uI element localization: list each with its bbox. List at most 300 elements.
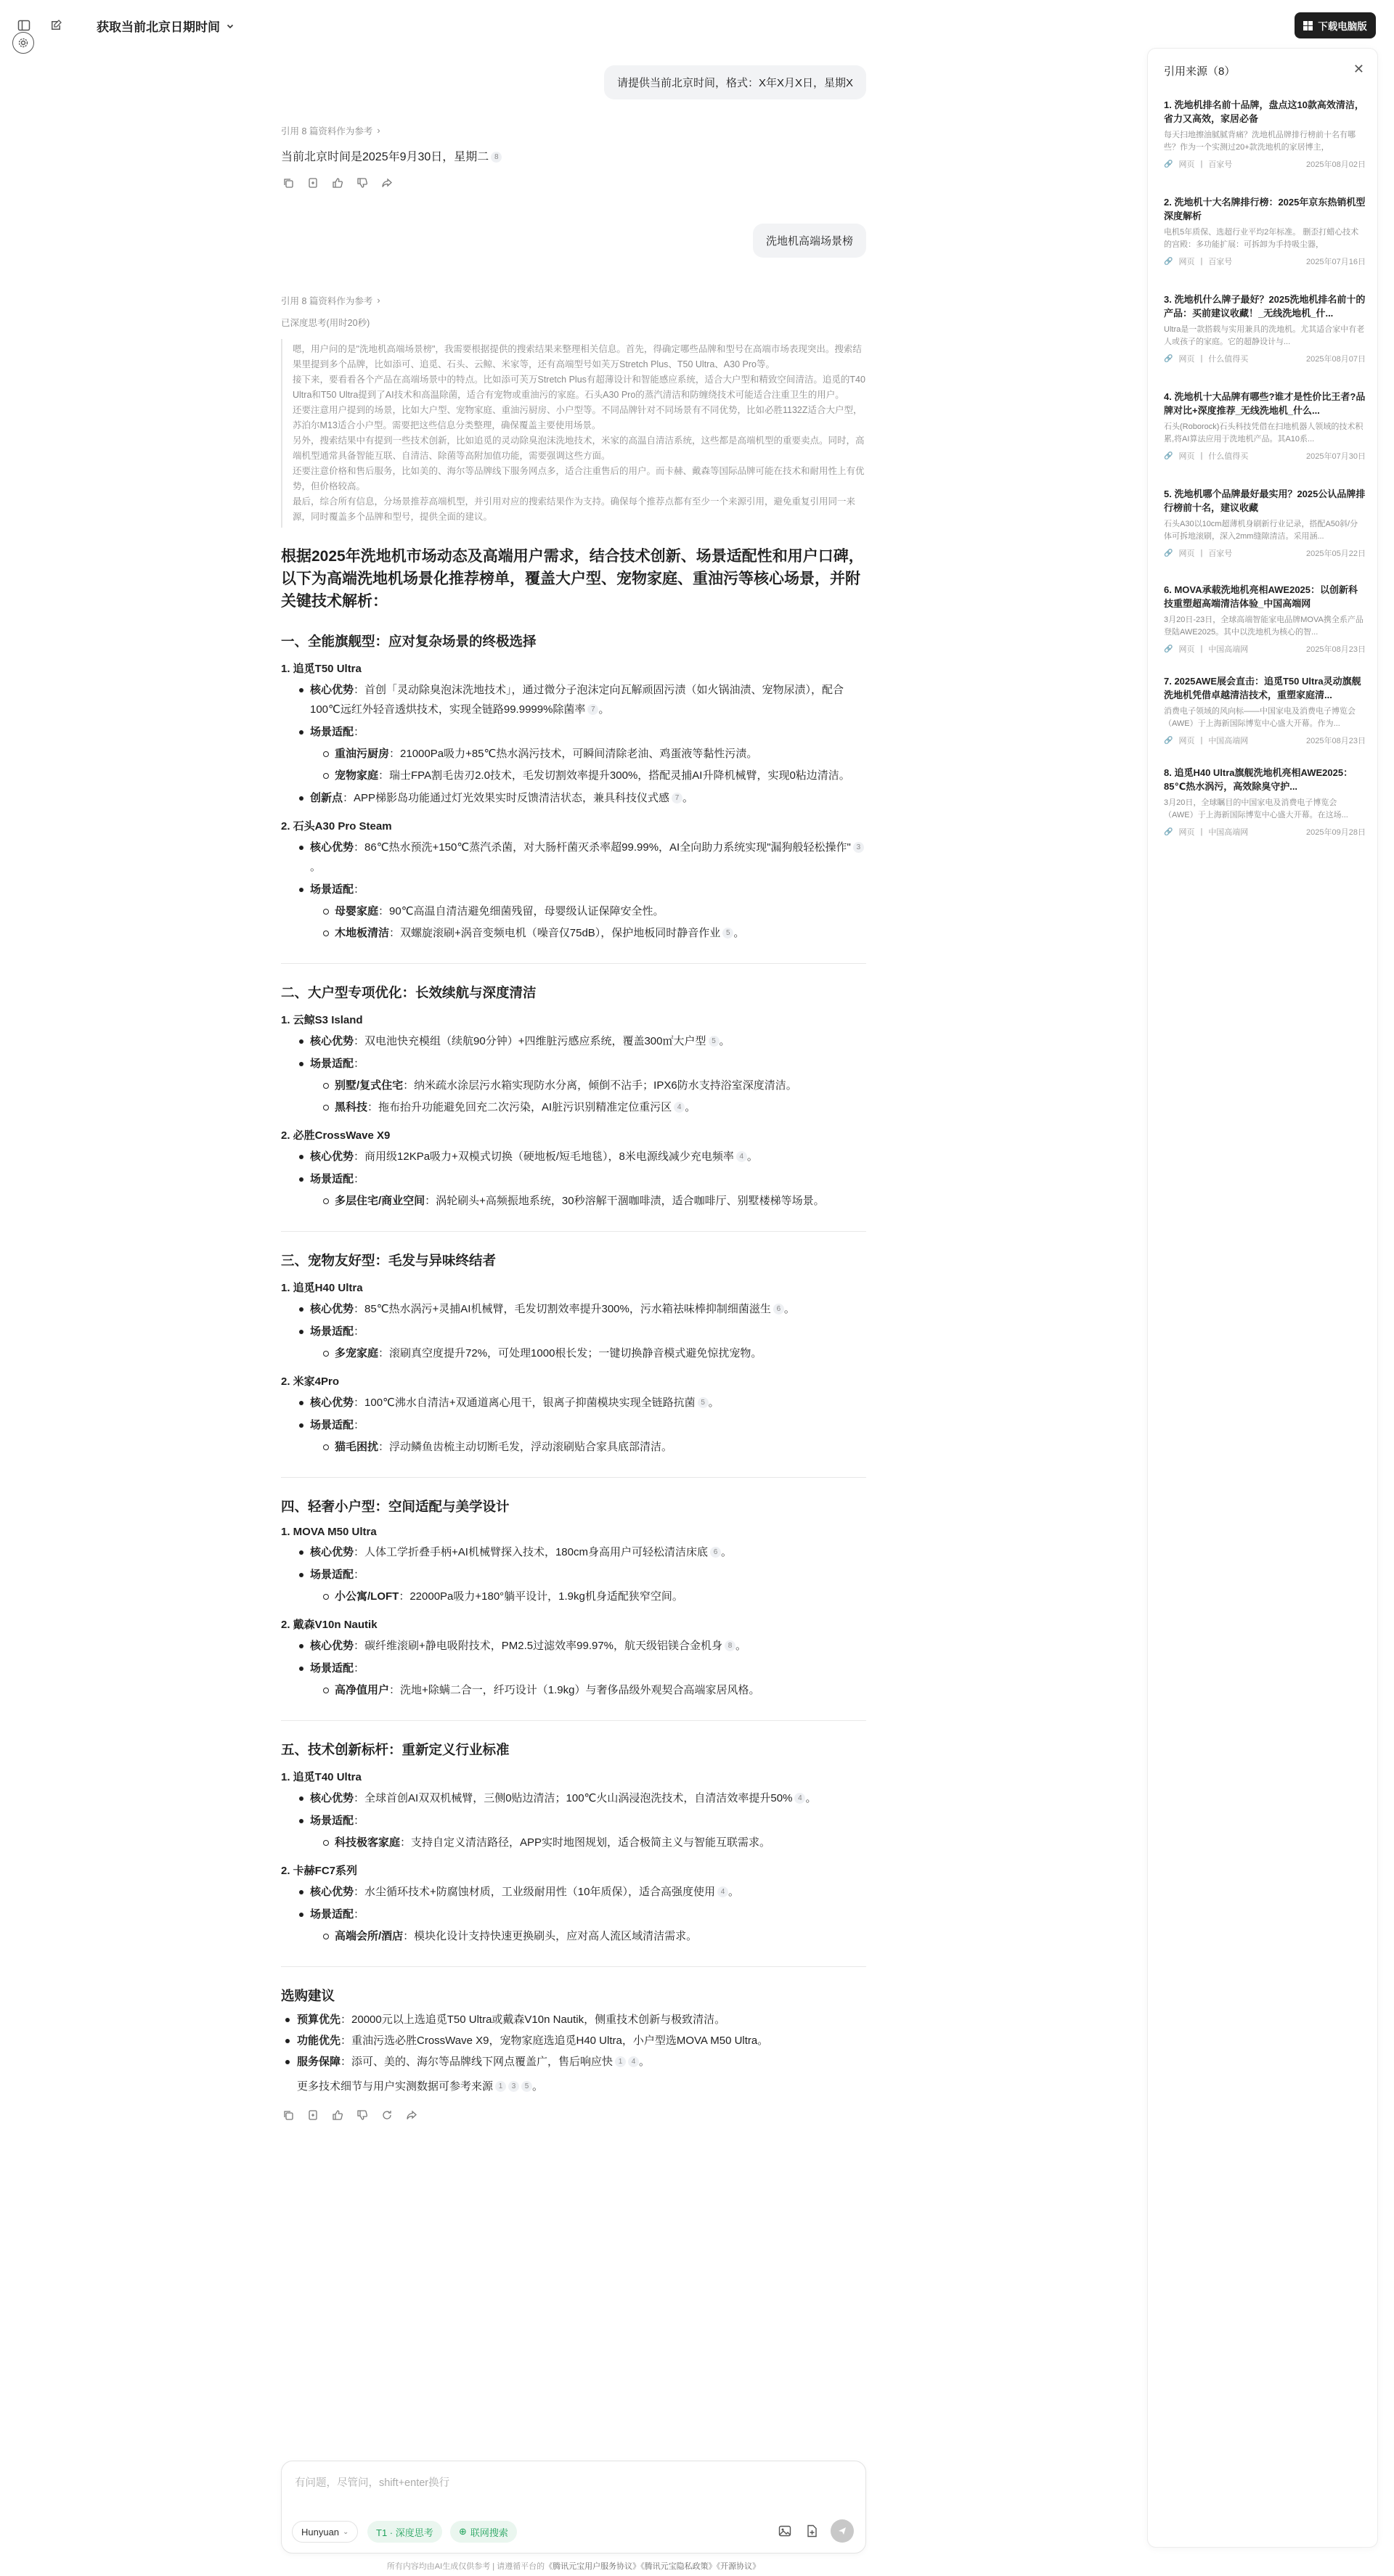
list-item: 功能优先：重油污选必胜CrossWave X9，宠物家庭选追觅H40 Ultra，小户型选MOVA M50 Ultra。 <box>281 2030 866 2051</box>
citation-badge[interactable]: 4 <box>794 1793 805 1804</box>
bullet-text: ：洗地+除螨二合一，纤巧设计（1.9kg）与奢侈品级外观契合高端家居风格。 <box>389 1684 760 1696</box>
list-item <box>310 1437 866 1457</box>
answer-section <box>281 631 866 943</box>
list-item <box>281 1565 866 1606</box>
thumbs-up-icon[interactable] <box>330 2108 345 2122</box>
list-item <box>281 1322 866 1363</box>
bullet-label: 场景适配 <box>310 883 354 896</box>
bullet-label: 宠物家庭 <box>335 769 379 782</box>
citation-badge[interactable]: 7 <box>587 704 598 715</box>
answer-lead-heading: 根据2025年洗地机市场动态及高端用户需求，结合技术创新、场景适配性和用户口碑，以下为高端洗地机场景化推荐榜单，覆盖大户型、宠物家庭、重油污等核心场景，并附关键技术解析： <box>281 548 864 610</box>
download-desktop-button[interactable]: 下载电脑版 <box>1295 12 1376 38</box>
list-item <box>310 766 866 785</box>
source-date: 2025年08月23日 <box>1306 737 1366 745</box>
footer-link[interactable]: 《开源协议》 <box>716 2562 761 2571</box>
source-snippet: 每天扫地擦油腻腻背痛？洗地机品牌排行榜前十名有哪些？作为一个实测过20+款洗地机的家居博主， <box>1164 131 1356 152</box>
regenerate-icon[interactable] <box>380 2108 394 2122</box>
think-paragraph: 还要注意用户提到的场景，比如大户型、宠物家庭、重油污厨房、小户型等。不同品牌针对不同场景有不同优势，比如必胜1132Z适合大户型，苏泊尔M13适合小户型。需要把这些信息分类整理，确保覆盖主要使用场景。 <box>293 405 863 430</box>
divider <box>281 1966 866 1967</box>
source-item[interactable] <box>1164 674 1366 746</box>
source-snippet: Ultra是一款搭载与实用兼具的洗地机。尤其适合家中有老人或孩子的家庭。它的超静设计与... <box>1164 325 1365 346</box>
bullet-label: 核心优势 <box>310 1546 354 1558</box>
bullet-text: ：90℃高温自清洁避免细菌残留，母婴级认证保障安全性。 <box>378 905 664 917</box>
sub-list <box>310 1076 866 1117</box>
citation-badge[interactable]: 3 <box>508 2081 519 2092</box>
bullet-label: 重油污厨房 <box>335 748 390 760</box>
reference-toggle[interactable]: 引用 8 篇资料作为参考 › <box>281 126 380 136</box>
feature-list <box>281 838 866 943</box>
answer-section <box>281 963 866 1211</box>
bullet-text: ： <box>354 1815 365 1827</box>
list-item: 核心优势：商用级12KPa吸力+双模式切换（硬地板/短毛地毯），8米电源线减少充电频率 4 。 <box>281 1147 866 1166</box>
citation-badge[interactable]: 6 <box>773 1304 784 1314</box>
list-item: 黑科技：拖布抬升功能避免回充二次污染，AI脏污识别精准定位重污区 4 。 <box>310 1097 866 1117</box>
citation-badge[interactable]: 4 <box>717 1886 728 1897</box>
copy-icon[interactable] <box>281 2108 295 2122</box>
bullet-label: 核心优势 <box>310 1640 354 1652</box>
web-search-toggle[interactable]: ⊕ 联网搜索 <box>450 2521 517 2543</box>
section-heading: 一、全能旗舰型：应对复杂场景的终极选择 <box>281 634 537 649</box>
product-name: 2. 卡赫FC7系列 <box>281 1865 358 1877</box>
footer-link[interactable]: 《腾讯元宝用户服务协议》 <box>545 2562 641 2571</box>
source-title[interactable]: 6. MOVA承载洗地机亮相AWE2025：以创新科技重塑超高端清洁体验_中国高端网 <box>1164 584 1358 609</box>
feature-list <box>281 1882 866 1946</box>
list-item <box>310 1833 866 1852</box>
sub-list <box>310 901 866 943</box>
source-meta <box>1164 643 1366 655</box>
bullet-text: ：商用级12KPa吸力+双模式切换（硬地板/短毛地毯），8米电源线减少充电频率 <box>354 1150 734 1163</box>
meta-divider: | <box>1200 451 1203 460</box>
sources-panel <box>1147 48 1378 2548</box>
source-title[interactable]: 1. 洗地机排名前十品牌，盘点这10款高效清洁，省力又高效，家居必备 <box>1164 99 1364 124</box>
bullet-text: ： <box>354 1569 365 1581</box>
list-item <box>281 1169 866 1211</box>
feature-list <box>281 1147 866 1211</box>
list-item <box>310 744 866 764</box>
source-title[interactable]: 8. 追觅H40 Ultra旗舰洗地机亮相AWE2025：85℃热水涡污，高效除臭守护... <box>1164 767 1353 792</box>
deep-think-toggle[interactable]: T1 · 深度思考 <box>367 2521 442 2543</box>
bullet-label: 核心优势 <box>310 841 354 854</box>
bullet-text: ：支持自定义清洁路径，APP实时地图规划，适合极简主义与智能互联需求。 <box>400 1836 771 1849</box>
source-snippet: 电机5年质保、选超行业平均2年标准。 删歪打蜡心技术的宫殿：多功能扩展：可拆卸为手持吸尘器， <box>1164 228 1359 249</box>
deep-think-header[interactable]: 已深度思考(用时20秒) <box>281 318 370 328</box>
meta-divider: | <box>1200 160 1203 168</box>
citation-badge[interactable]: 3 <box>853 842 864 853</box>
list-item <box>281 722 866 785</box>
list-item: 核心优势：碳纤维滚刷+静电吸附技术，PM2.5过滤效率99.97%，航天级铝镁合金机身 8 。 <box>281 1636 866 1656</box>
bullet-label: 核心优势 <box>310 1886 354 1898</box>
reference-toggle[interactable]: 引用 8 篇资料作为参考 › <box>281 295 380 306</box>
source-site: 中国高端网 <box>1208 828 1249 837</box>
source-meta <box>1164 158 1366 170</box>
source-site: 百家号 <box>1208 549 1233 558</box>
list-item <box>310 1076 866 1095</box>
sub-list <box>310 1587 866 1606</box>
bullet-text: ：人体工学折叠手柄+AI机械臂探入技术，180cm身高用户可轻松清洁床底 <box>354 1546 708 1558</box>
bookmark-icon[interactable] <box>306 176 320 190</box>
bullet-text: ： <box>354 1908 365 1921</box>
footer-link[interactable]: 《腾讯元宝隐私政策》 <box>640 2562 717 2571</box>
list-item: 服务保障：添可、美的、海尔等品牌线下网点覆盖广，售后响应快 1 4 。 <box>281 2051 866 2072</box>
source-type: 网页 <box>1178 737 1195 745</box>
source-date: 2025年05月22日 <box>1306 549 1366 558</box>
deep-think-content <box>281 339 866 528</box>
send-icon <box>837 2526 847 2536</box>
source-meta <box>1164 735 1366 746</box>
bullet-text: ：碳纤维滚刷+静电吸附技术，PM2.5过滤效率99.97%，航天级铝镁合金机身 <box>354 1640 723 1652</box>
bullet-label: 别墅/复式住宅 <box>335 1079 404 1092</box>
answer-section <box>281 1477 866 1700</box>
citation-badge[interactable]: 7 <box>672 793 682 804</box>
share-icon[interactable] <box>404 2108 419 2122</box>
source-snippet: 消费电子领域的风向标——中国家电及消费电子博览会（AWE）于上海新国际博览中心盛大开幕。作为... <box>1164 707 1356 728</box>
feature-list <box>281 680 866 808</box>
bullet-label: 场景适配 <box>310 726 354 738</box>
section-heading: 四、轻奢小户型：空间适配与美学设计 <box>281 1499 510 1514</box>
bullet-text: ：水尘循环技术+防腐蚀材质，工业级耐用性（10年质保），适合高强度使用 <box>354 1886 715 1898</box>
webpage-icon: 🔗 <box>1164 827 1173 836</box>
assistant-message <box>281 294 866 2122</box>
source-item[interactable] <box>1164 98 1366 170</box>
bullet-text: ：拖布抬升功能避免回充二次污染，AI脏污识别精准定位重污区 <box>367 1101 672 1113</box>
chevron-right-icon: › <box>377 126 380 136</box>
meta-divider: | <box>1200 354 1203 363</box>
bullet-text: ：85℃热水涡污+灵捕AI机械臂，毛发切割效率提升300%，污水箱祛味棒抑制细菌滋生 <box>354 1303 771 1315</box>
source-meta-left <box>1164 547 1232 559</box>
divider <box>281 1477 866 1478</box>
bullet-text: ： <box>354 1419 365 1431</box>
bullet-label: 黑科技 <box>335 1101 368 1113</box>
thumbs-down-icon[interactable] <box>355 2108 370 2122</box>
webpage-icon: 🔗 <box>1164 645 1173 653</box>
bullet-label: 核心优势 <box>310 1792 354 1804</box>
source-meta <box>1164 353 1366 364</box>
settings-gear-icon[interactable] <box>12 32 34 54</box>
citation-badge[interactable]: 8 <box>491 152 502 163</box>
bullet-text: ：双电池快充模组（续航90分钟）+四维脏污感应系统，覆盖300㎡大户型 <box>354 1035 706 1047</box>
file-upload-icon[interactable] <box>804 2524 819 2542</box>
bullet-label: 核心优势 <box>310 1150 354 1163</box>
bullet-label: 创新点 <box>310 792 343 804</box>
source-meta <box>1164 826 1366 838</box>
source-type: 网页 <box>1178 828 1195 837</box>
bullet-text: ：APP梯影岛功能通过灯光效果实时反馈清洁状态，兼具科技仪式感 <box>343 792 670 804</box>
bullet-text: ：21000Pa吸力+85℃热水涡污技术，可瞬间清除老油、鸡蛋液等黏性污渍。 <box>389 748 758 760</box>
bullet-label: 场景适配 <box>310 1815 354 1827</box>
product-name: 1. 追觅H40 Ultra <box>281 1282 363 1294</box>
sub-list <box>310 744 866 785</box>
sub-list <box>310 1344 866 1363</box>
meta-divider: | <box>1200 257 1203 266</box>
bookmark-icon[interactable] <box>306 2108 320 2122</box>
message-actions <box>281 2108 866 2122</box>
source-site: 百家号 <box>1208 258 1233 266</box>
bullet-text: ：100℃沸水自清洁+双通道离心甩干，银离子抑菌模块实现全链路抗菌 <box>354 1397 696 1409</box>
user-message <box>281 65 866 99</box>
bullet-label: 场景适配 <box>310 1058 354 1070</box>
source-type: 网页 <box>1178 452 1195 461</box>
feature-list <box>281 1393 866 1457</box>
source-meta-left <box>1164 643 1248 655</box>
bullet-text: ：首创「灵动除臭泡沫洗地技术」，通过微分子泡沫定向瓦解顽固污渍（如火锅油渍、宠物尿渍），配合100℃远红外轻音透烘技术，实现全链路99.9999%除菌率 <box>310 684 844 716</box>
bullet-text: ： <box>354 1662 365 1675</box>
message-actions <box>281 176 866 190</box>
webpage-icon: 🔗 <box>1164 257 1173 266</box>
source-date: 2025年07月30日 <box>1306 452 1366 461</box>
citation-badge[interactable]: 1 <box>615 2056 626 2067</box>
assistant-message <box>281 124 866 190</box>
close-icon[interactable]: ✕ <box>1353 62 1364 76</box>
top-bar <box>0 0 1133 51</box>
product-name: 2. 石头A30 Pro Steam <box>281 820 392 833</box>
citation-badge[interactable]: 5 <box>521 2081 532 2092</box>
bullet-label: 木地板清洁 <box>335 927 390 939</box>
list-item: 核心优势：人体工学折叠手柄+AI机械臂探入技术，180cm身高用户可轻松清洁床底 6 。 <box>281 1542 866 1562</box>
meta-divider: | <box>1200 736 1203 745</box>
sub-list <box>310 1926 866 1946</box>
bullet-label: 科技极客家庭 <box>335 1836 401 1849</box>
webpage-icon: 🔗 <box>1164 549 1173 557</box>
answer-section <box>281 1720 866 1946</box>
source-date: 2025年08月02日 <box>1306 160 1366 169</box>
source-item[interactable] <box>1164 583 1366 655</box>
sub-list <box>310 1833 866 1852</box>
conversation-title[interactable]: 获取当前北京日期时间 <box>97 17 235 35</box>
list-item <box>310 1680 866 1700</box>
sub-list <box>310 1680 866 1700</box>
list-item: 核心优势：双电池快充模组（续航90分钟）+四维脏污感应系统，覆盖300㎡大户型 5 。 <box>281 1031 866 1051</box>
feature-list <box>281 1542 866 1606</box>
source-type: 网页 <box>1178 258 1195 266</box>
source-date: 2025年08月23日 <box>1306 645 1366 654</box>
bullet-label: 高净值用户 <box>335 1684 390 1696</box>
think-paragraph: 另外，搜索结果中有提到一些技术创新，比如追觅的灵动除臭泡沫洗地技术，米家的高温自清洁系统，这些都是高端机型的重要卖点。同时，高端机型通常具备智能互联、自清洁、除菌等高附加值功能，需要强调这些方面。 <box>293 436 865 461</box>
source-site: 什么值得买 <box>1208 355 1249 364</box>
product-name: 2. 米家4Pro <box>281 1375 340 1388</box>
sources-panel-title: 引用来源（8） <box>1164 65 1236 78</box>
bullet-label: 场景适配 <box>310 1173 354 1185</box>
source-title[interactable]: 7. 2025AWE展会直击：追觅T50 Ultra灵动旗舰洗地机凭借卓越清洁技术，重塑家庭清... <box>1164 676 1361 700</box>
think-paragraph: 还要注意价格和售后服务，比如美的、海尔等品牌线下服务网点多，适合注重售后的用户。而卡赫、戴森等国际品牌可能在技术和耐用性上有优势，但价格较高。 <box>293 466 865 491</box>
source-site: 中国高端网 <box>1208 645 1249 654</box>
product-name: 2. 必胜CrossWave X9 <box>281 1129 391 1142</box>
list-item: 核心优势：86℃热水预洗+150℃蒸汽杀菌，对大肠杆菌灭杀率超99.99%，AI全向助力系统实现"漏狗般轻松操作" 3。 <box>281 838 866 877</box>
bullet-text: ： <box>354 883 365 896</box>
list-item <box>310 1587 866 1606</box>
list-item: 预算优先：20000元以上选追觅T50 Ultra或戴森V10n Nautik，侧重技术创新与极致清洁。 <box>281 2009 866 2030</box>
list-item: 核心优势：100℃沸水自清洁+双通道离心甩干，银离子抑菌模块实现全链路抗菌 5 。 <box>281 1393 866 1412</box>
bullet-text: ： <box>354 1173 365 1185</box>
bullet-label: 核心优势 <box>310 1303 354 1315</box>
thumbs-down-icon[interactable] <box>355 176 370 190</box>
source-site: 百家号 <box>1208 160 1233 169</box>
list-item <box>310 1344 866 1363</box>
webpage-icon: 🔗 <box>1164 160 1173 168</box>
globe-icon: ⊕ <box>459 2526 467 2537</box>
user-bubble: 洗地机高端场景榜 <box>753 224 866 258</box>
source-item[interactable] <box>1164 487 1366 559</box>
divider <box>281 1720 866 1721</box>
bullet-text: ：瑞士FPA割毛齿刃2.0技术，毛发切割效率提升300%，搭配灵捕AI升降机械臂，实现0粘边清洁。 <box>378 769 850 782</box>
new-chat-icon[interactable] <box>46 16 65 35</box>
webpage-icon: 🔗 <box>1164 736 1173 745</box>
source-snippet: 石头(Roborock)石头科技凭借在扫地机器人领域的技术积累,将AI算法应用于洗地机产品。其A10系... <box>1164 422 1364 443</box>
source-snippet: 3月20日，全球瞩目的中国家电及消费电子博览会（AWE）于上海新国际博览中心盛大开幕。在这场... <box>1164 798 1348 819</box>
bullet-label: 场景适配 <box>310 1662 354 1675</box>
source-item[interactable] <box>1164 390 1366 462</box>
section-heading: 三、宠物友好型：毛发与异味终结者 <box>281 1253 497 1268</box>
answer-text: 当前北京时间是2025年9月30日，星期二 8 <box>281 147 866 164</box>
bullet-text: ：模块化设计支持快速更换刷头，应对高人流区域清洁需求。 <box>403 1930 698 1942</box>
think-paragraph: 最后，综合所有信息，分场景推荐高端机型，并引用对应的搜索结果作为支持。确保每个推荐点都有至少一个来源引用，避免重复引用同一来源，同时覆盖多个品牌和型号，提供全面的建议。 <box>293 496 856 522</box>
citation-badge[interactable]: 1 <box>495 2081 506 2092</box>
bullet-text: ：22000Pa吸力+180°躺平设计，1.9kg机身适配狭窄空间。 <box>399 1590 683 1603</box>
source-item[interactable] <box>1164 293 1366 364</box>
model-selector[interactable]: Hunyuan ⌄ <box>292 2521 358 2543</box>
list-item <box>281 1659 866 1700</box>
think-paragraph: 嗯，用户问的是"洗地机高端场景榜"，我需要根据提供的搜索结果来整理相关信息。首先，得确定哪些品牌和型号在高端市场表现突出。搜索结果里提到多个品牌，比如添可、追觅、石头、云鲸、米家等，还有高端型号如芙万Stretch Plus、T50 Ultra、A30 Pro等。 <box>293 344 862 369</box>
list-item <box>310 1926 866 1946</box>
citation-badge[interactable]: 6 <box>710 1547 721 1558</box>
list-item: 核心优势：85℃热水涡污+灵捕AI机械臂，毛发切割效率提升300%，污水箱祛味棒抑制细菌滋生 6 。 <box>281 1299 866 1319</box>
source-site: 什么值得买 <box>1208 452 1249 461</box>
bullet-label: 核心优势 <box>310 1397 354 1409</box>
citation-badge[interactable]: 5 <box>722 928 733 939</box>
source-type: 网页 <box>1178 549 1195 558</box>
list-item <box>281 1811 866 1852</box>
source-meta-left <box>1164 735 1248 746</box>
list-item: 创新点：APP梯影岛功能通过灯光效果实时反馈清洁状态，兼具科技仪式感 7 。 <box>281 788 866 808</box>
bullet-label: 多宠家庭 <box>335 1347 379 1359</box>
copy-icon[interactable] <box>281 176 295 190</box>
source-date: 2025年08月07日 <box>1306 355 1366 364</box>
source-date: 2025年07月16日 <box>1306 258 1366 266</box>
bullet-text: ： <box>354 1325 365 1338</box>
answer-section <box>281 1231 866 1457</box>
chevron-down-icon <box>226 22 235 30</box>
product-name: 1. 追觅T50 Ultra <box>281 663 362 675</box>
bullet-text: ：纳米疏水涂层污水箱实现防水分离，倾倒不沾手；IPX6防水支持浴室深度清洁。 <box>403 1079 797 1092</box>
source-title[interactable]: 5. 洗地机哪个品牌最好最实用？2025公认品牌排行榜前十名，建议收藏 <box>1164 488 1366 513</box>
thumbs-up-icon[interactable] <box>330 176 345 190</box>
source-type: 网页 <box>1178 160 1195 169</box>
feature-list <box>281 1031 866 1117</box>
source-meta-left <box>1164 255 1232 267</box>
list-item <box>281 1905 866 1946</box>
bullet-label: 小公寓/LOFT <box>335 1590 399 1603</box>
citation-badge[interactable]: 4 <box>674 1102 685 1113</box>
chevron-right-icon: › <box>377 295 380 306</box>
share-icon[interactable] <box>380 176 394 190</box>
think-paragraph: 接下来，要看看各个产品在高端场景中的特点。比如添可芙万Stretch Plus有超薄设计和智能感应系统，适合大户型和精致空间清洁。追觅的T40 Ultra和T50 Ultra提到了AI技术和高温除菌，适合有宠物或重油污的家庭。石头A30 Pro的蒸汽清洁和防缠绕技术可能适合注重卫生的用户。 <box>293 375 865 400</box>
source-title[interactable]: 4. 洗地机十大品牌有哪些?谁才是性价比王者?品牌对比+深度推荐_无线洗地机_什么... <box>1164 391 1366 416</box>
citation-badge[interactable]: 4 <box>736 1151 747 1162</box>
citation-badge[interactable]: 4 <box>628 2056 639 2067</box>
meta-divider: | <box>1200 549 1203 557</box>
bullet-label: 母婴家庭 <box>335 905 379 917</box>
divider <box>281 963 866 964</box>
source-item[interactable] <box>1164 766 1366 838</box>
list-item <box>310 1191 866 1211</box>
source-meta <box>1164 450 1366 462</box>
source-meta <box>1164 255 1366 267</box>
source-meta-left <box>1164 158 1232 170</box>
chat-input[interactable]: 有问题，尽管问，shift+enter换行 <box>295 2477 450 2489</box>
bullet-label: 场景适配 <box>310 1419 354 1431</box>
bullet-text: ：86℃热水预洗+150℃蒸汽杀菌，对大肠杆菌灭杀率超99.99%，AI全向助力系统实现"漏狗般轻松操作" <box>354 841 851 854</box>
list-item: 核心优势：全球首创AI双双机械臂，三侧0贴边清洁；100℃火山涡浸泡洗技术，自清洁效率提升50% 4 。 <box>281 1788 866 1808</box>
buy-advice-heading: 选购建议 <box>281 1988 335 2003</box>
bullet-label: 场景适配 <box>310 1325 354 1338</box>
citation-badge[interactable]: 5 <box>698 1397 709 1408</box>
source-meta <box>1164 547 1366 559</box>
list-item <box>281 1415 866 1457</box>
product-name: 1. 追觅T40 Ultra <box>281 1771 362 1783</box>
bullet-text: ： <box>354 1058 365 1070</box>
product-name: 1. MOVA M50 Ultra <box>281 1526 377 1538</box>
section-heading: 二、大户型专项优化：长效续航与深度清洁 <box>281 985 537 1000</box>
source-meta-left <box>1164 353 1248 364</box>
citation-badge[interactable]: 8 <box>725 1640 735 1651</box>
product-name: 1. 云鲸S3 Island <box>281 1014 363 1026</box>
send-button[interactable] <box>831 2519 854 2543</box>
bullet-label: 猫毛困扰 <box>335 1441 379 1453</box>
source-site: 中国高端网 <box>1208 737 1249 745</box>
answer-sections <box>281 631 866 1946</box>
webpage-icon: 🔗 <box>1164 451 1173 460</box>
list-item: 核心优势：水尘循环技术+防腐蚀材质，工业级耐用性（10年质保），适合高强度使用 4 。 <box>281 1882 866 1902</box>
bullet-text: ：双螺旋滚刷+涡音变频电机（噪音仅75dB），保护地板同时静音作业 <box>389 927 721 939</box>
source-title[interactable]: 2. 洗地机十大名牌排行榜：2025年京东热销机型深度解析 <box>1164 197 1366 221</box>
divider <box>281 1231 866 1232</box>
list-item <box>310 901 866 921</box>
source-title[interactable]: 3. 洗地机什么牌子最好？2025洗地机排名前十的产品：买前建议收藏！_无线洗地机_什... <box>1164 294 1366 319</box>
chat-input-box[interactable] <box>281 2461 866 2553</box>
sub-list <box>310 1191 866 1211</box>
meta-divider: | <box>1200 645 1203 653</box>
webpage-icon: 🔗 <box>1164 354 1173 363</box>
footer-disclaimer: 所有内容均由AI生成仅供参考 | 请遵循平台的《腾讯元宝用户服务协议》《腾讯元宝隐私政策》《开源协议》 <box>386 2562 761 2571</box>
bullet-label: 核心优势 <box>310 684 354 696</box>
user-message <box>281 224 866 258</box>
source-snippet: 石头A30以10cm超薄机身刷新行业记录，搭配A50斜/分体可拆地滚刷，深入2mm缝隙清洁。采用涵... <box>1164 520 1358 541</box>
user-bubble: 请提供当前北京时间，格式：X年X月X日，星期X <box>604 65 866 99</box>
image-upload-icon[interactable] <box>778 2524 792 2542</box>
list-item: 核心优势：首创「灵动除臭泡沫洗地技术」，通过微分子泡沫定向瓦解顽固污渍（如火锅油渍、宠物尿渍），配合100℃远红外轻音透烘技术，实现全链路99.9999%除菌率 7 。 <box>281 680 866 719</box>
sub-list <box>310 1437 866 1457</box>
meta-divider: | <box>1200 827 1203 836</box>
bullet-label: 场景适配 <box>310 1569 354 1581</box>
bullet-text: ： <box>354 726 365 738</box>
source-type: 网页 <box>1178 355 1195 364</box>
source-meta-left <box>1164 450 1248 462</box>
chevron-down-icon: ⌄ <box>343 2527 349 2536</box>
source-item[interactable] <box>1164 195 1366 267</box>
bullet-label: 核心优势 <box>310 1035 354 1047</box>
product-name: 2. 戴森V10n Nautik <box>281 1619 378 1631</box>
source-meta-left <box>1164 826 1248 838</box>
bullet-label: 多层住宅/商业空间 <box>335 1195 425 1207</box>
feature-list <box>281 1636 866 1700</box>
source-snippet: 3月20日-23日，全球高端智能家电品牌MOVA携全系产品登陆AWE2025。其中以洗地机为核心的智... <box>1164 616 1364 637</box>
feature-list <box>281 1299 866 1363</box>
bullet-text: ：涡轮刷头+高频振地系统，30秒溶解干涸咖啡渍，适合咖啡厅、别墅楼梯等场景。 <box>425 1195 825 1207</box>
source-type: 网页 <box>1178 645 1195 654</box>
citation-badge[interactable]: 5 <box>709 1036 720 1047</box>
feature-list <box>281 1788 866 1852</box>
windows-icon <box>1303 21 1313 30</box>
source-date: 2025年09月28日 <box>1306 828 1366 837</box>
